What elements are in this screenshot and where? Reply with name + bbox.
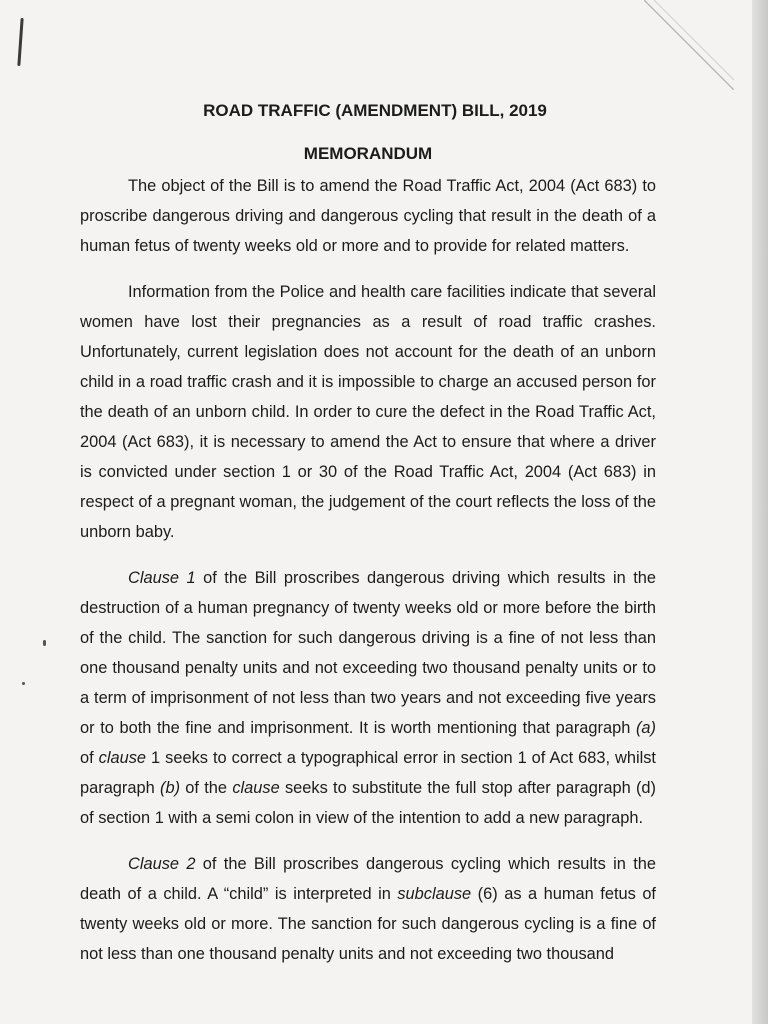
paragraph-clause-1 — [80, 563, 656, 833]
text-run: seeks to substitute the full stop after paragraph (d) of section 1 with a semi colon in view of the intention to add a new paragraph. — [80, 779, 657, 827]
italic-text: Clause 1 — [128, 569, 196, 587]
scan-speck — [43, 640, 46, 646]
scan-speck — [22, 682, 25, 685]
italic-text: clause — [98, 749, 147, 767]
document-title: ROAD TRAFFIC (AMENDMENT) BILL, 2019 — [203, 101, 547, 120]
text-run: of the Bill proscribes dangerous driving which results in the destruction of a human pregnancy of twenty weeks old or more before the birth of the child. The sanction for such dangerous driving is a fine of not less than one thousand penalty units and not exceeding two thousand penalty units or to a term of imprisonment of not less than two years and not exceeding five years or to both the fine and imprisonment. It is worth mentioning that paragraph — [80, 569, 656, 737]
memorandum-body — [80, 96, 656, 969]
italic-text: Clause 2 — [128, 855, 196, 873]
text-run: 1 seeks to correct a typographical error in section 1 of Act 683, whilst paragraph — [80, 749, 656, 797]
scanner-edge — [752, 0, 768, 1024]
page-corner-fold — [644, 0, 734, 90]
italic-text: subclause — [397, 885, 472, 903]
paragraph-information — [80, 277, 656, 547]
italic-text: (a) — [635, 719, 656, 737]
text-run: (6) as a human fetus of twenty weeks old or more. The sanction for such dangerous cycling is a fine of not less than one thousand penalty units and not exceeding two thousand — [80, 885, 656, 963]
text-run: The object of the Bill is to amend the Road Traffic Act, 2004 (Act 683) to proscribe dangerous driving and dangerous cycling that result in the death of a human fetus of twenty weeks old or more and to provide for related matters. — [80, 177, 656, 255]
document-subtitle: MEMORANDUM — [303, 144, 433, 163]
text-run: of the Bill proscribes dangerous cycling which results in the death of a child. A “child” is interpreted in — [80, 855, 656, 903]
text-run: of the — [180, 779, 233, 797]
paragraph-object — [80, 171, 656, 261]
italic-text: (b) — [160, 779, 181, 797]
text-run: of — [80, 749, 99, 767]
paragraph-clause-2 — [80, 849, 656, 969]
text-run: Information from the Police and health care facilities indicate that several women have lost their pregnancies as a result of road traffic crashes. Unfortunately, current legislation does not account for the death of an unborn child in a road traffic crash and it is impossible to charge an accused person for the death of an unborn child. In order to cure the defect in the Road Traffic Act, 2004 (Act 683), it is necessary to amend the Act to ensure that where a driver is convicted under section 1 or 30 of the Road Traffic Act, 2004 (Act 683) in respect of a pregnant woman, the judgement of the court reflects the loss of the unborn baby. — [80, 283, 656, 541]
pen-mark — [17, 18, 23, 66]
italic-text: clause — [232, 779, 280, 797]
